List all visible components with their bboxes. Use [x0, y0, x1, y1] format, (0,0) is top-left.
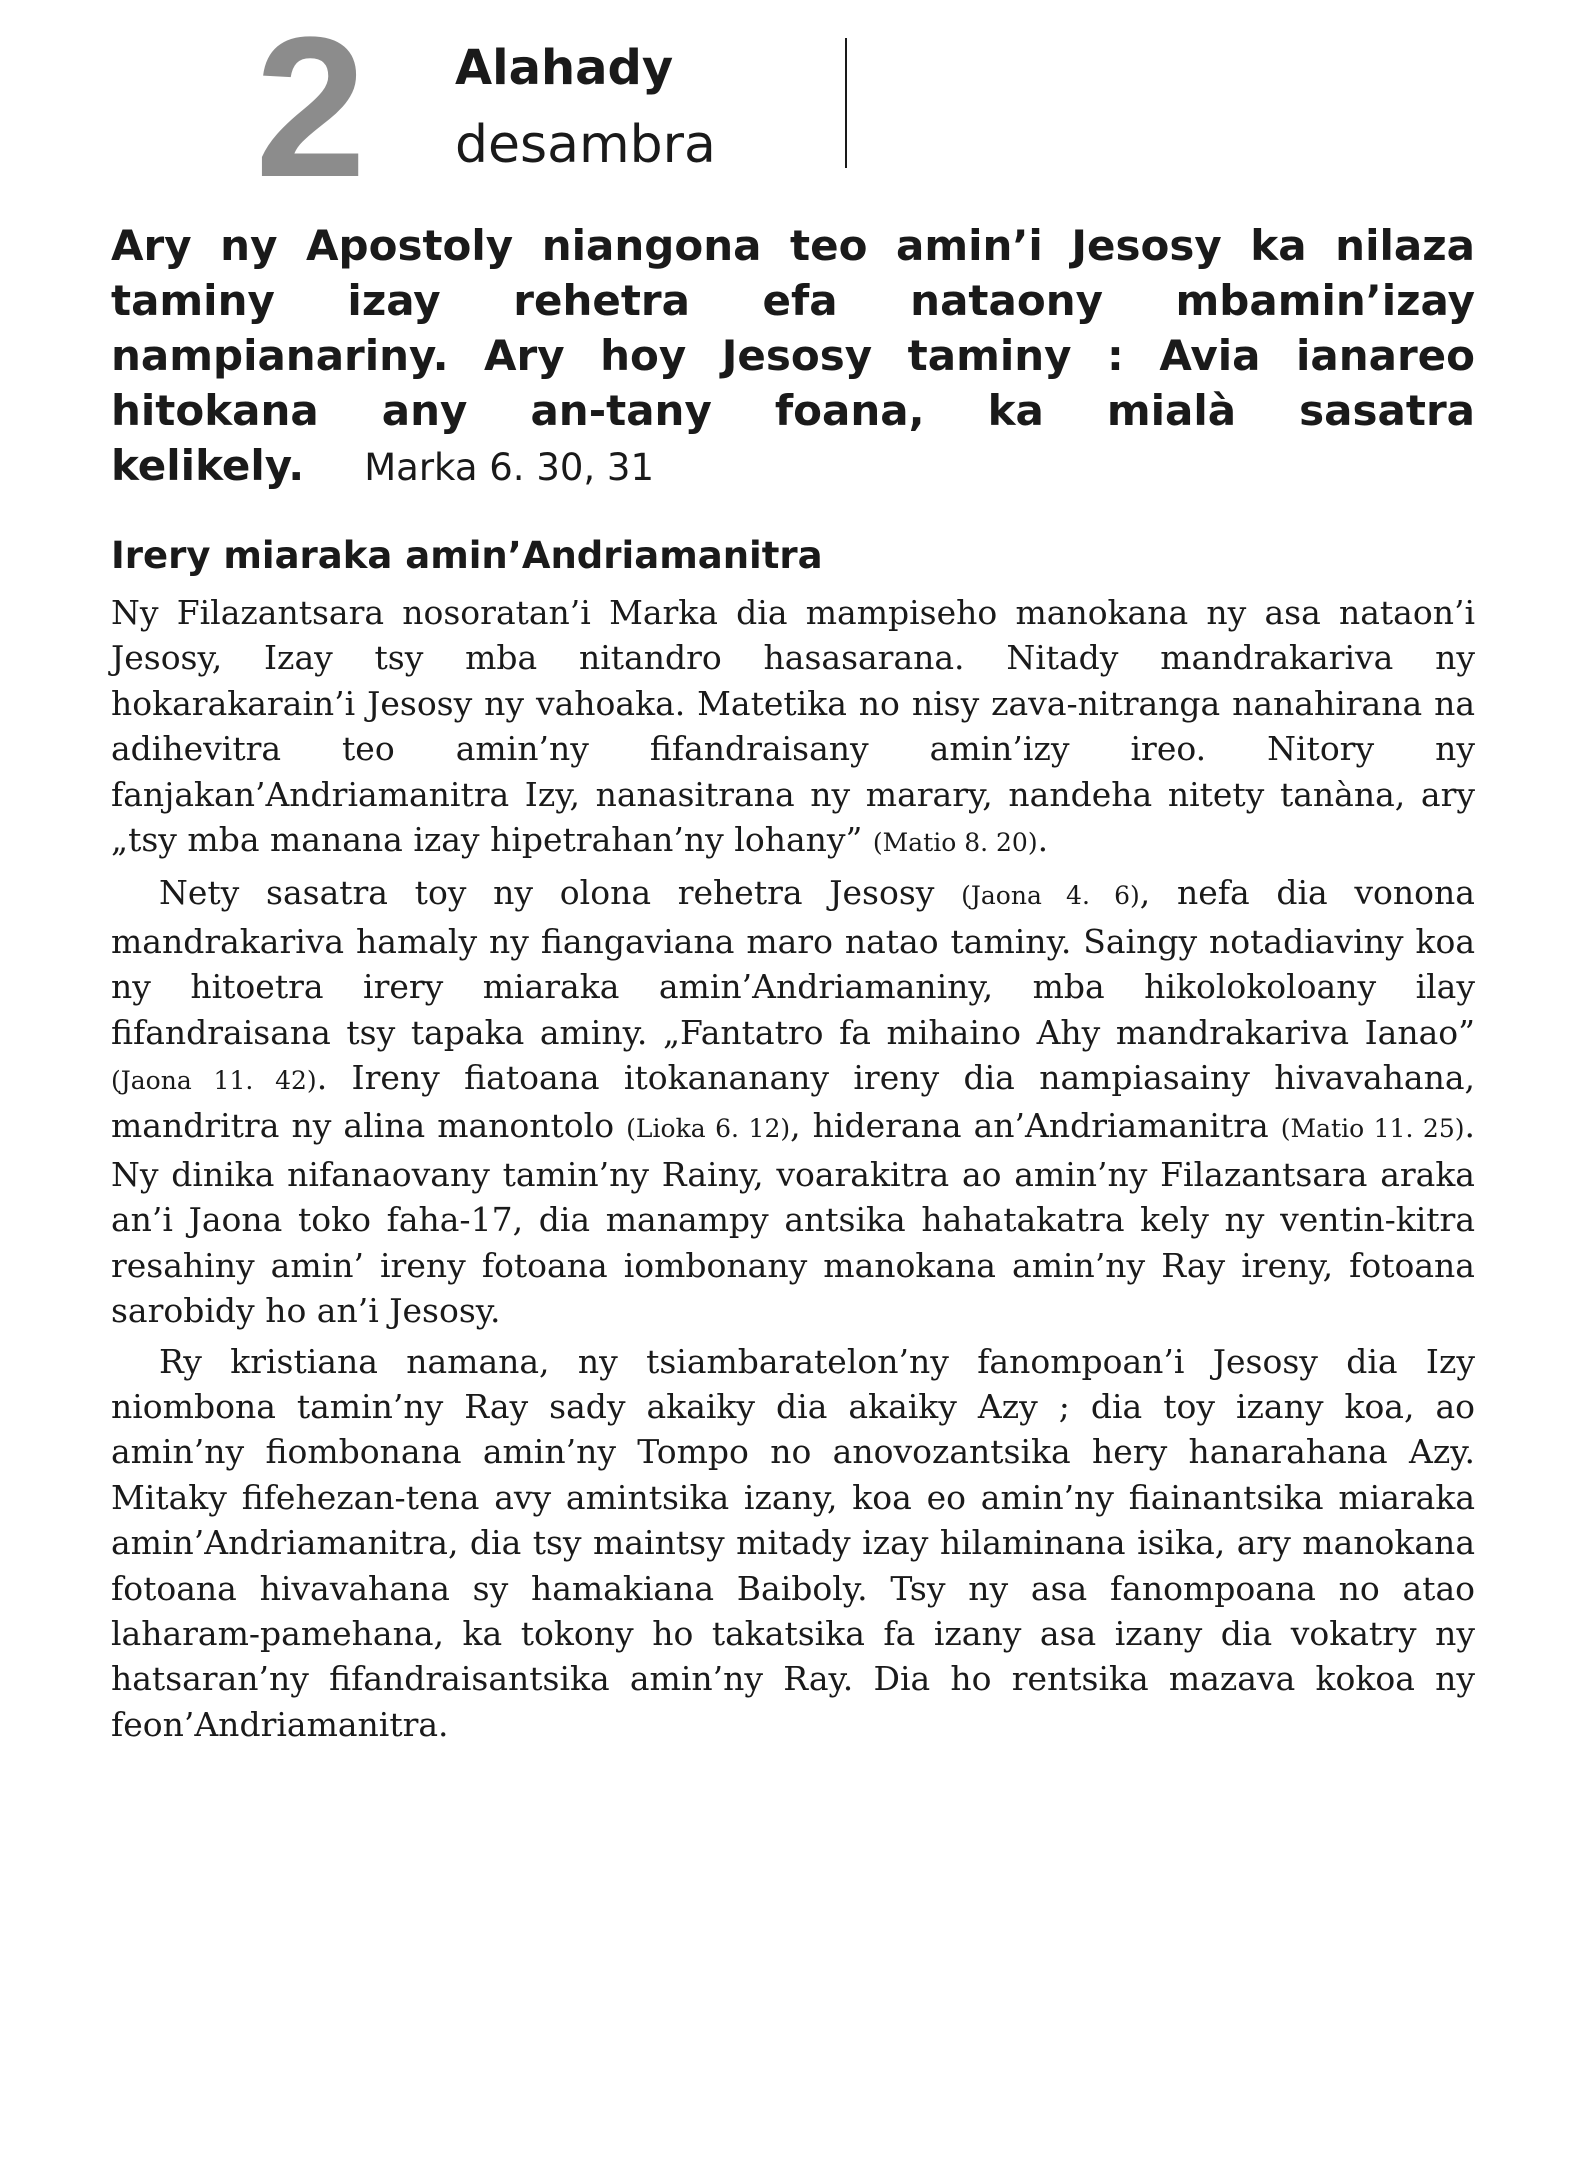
paragraph-2: [111, 870, 1475, 1333]
paragraph-1: [111, 590, 1475, 865]
paragraph-1-end: .: [1037, 820, 1049, 860]
day-number: 2: [255, 0, 363, 219]
scripture-ref: (Matio 8. 20): [872, 828, 1038, 858]
daily-verse: [111, 218, 1475, 495]
verse-text: Ary ny Apostoly niangona teo amin’i Jesosy ka nilaza taminy izay rehetra efa nataony mbamin’izay nampianariny. Ary hoy Jesosy taminy : Avia ianareo hitokana any an-tany foana, ka mialà sasatra kelikely.: [111, 221, 1475, 490]
paragraph-1-text: Ny Filazantsara nosoratan’i Marka dia mampiseho manokana ny asa nataon’i Jesosy, Izay tsy mba nitandro hasasarana. Nitady mandrakariva ny hokarakarain’i Jesosy ny vahoaka. Matetika no nisy zava-nitranga nanahirana na adihevitra teo amin’ny fifandraisany amin’izy ireo. Nitory ny fanjakan’Andriamanitra Izy, nanasitrana ny marary, nandeha nitety tanàna, ary „tsy mba manana izay hipetrahan’ny lohany”: [111, 593, 1475, 860]
paragraph-2-text-b: , nefa dia vonona mandrakariva hamaly ny fiangaviana maro natao taminy. Saingy notadiaviny koa ny hitoetra irery miaraka amin’Andriamaniny, mba hikolokoloany ilay fifandraisana tsy tapaka aminy. „Fantatro fa mihaino Ahy mandrakariva Ianao”: [111, 873, 1475, 1052]
paragraph-2-text-c: . Ireny fiatoana itokananany ireny dia nampiasainy hivavahana, mandritra ny alina manontolo: [111, 1058, 1475, 1146]
header-divider: [845, 38, 847, 168]
month-label: desambra: [455, 115, 716, 175]
devotional-body: [111, 590, 1475, 1752]
paragraph-2-text-d: , hiderana an’Andriamanitra: [790, 1106, 1281, 1146]
weekday-label: Alahady: [455, 40, 674, 96]
scripture-ref: (Jaona 11. 42): [111, 1066, 317, 1096]
verse-reference: Marka 6. 30, 31: [364, 446, 655, 489]
paragraph-3: Ry kristiana namana, ny tsiambaratelon’ny fanompoan’i Jesosy dia Izy niombona tamin’ny Ray sady akaiky dia akaiky Azy ; dia toy izany koa, ao amin’ny fiombonana amin’ny Tompo no anovozantsika hery hanarahana Azy. Mitaky fifehezan-tena avy amintsika izany, koa eo amin’ny fiainantsika miaraka amin’Andriamanitra, dia tsy maintsy mitady izay hilaminana isika, ary manokana fotoana hivavahana sy hamakiana Baiboly. Tsy ny asa fanompoana no atao laharam-pamehana, ka tokony ho takatsika fa izany asa izany dia vokatry ny hatsaran’ny fifandraisantsika amin’ny Ray. Dia ho rentsika mazava kokoa ny feon’Andriamanitra.: [111, 1341, 1475, 1744]
date-header: [0, 0, 1577, 219]
section-title: Irery miaraka amin’Andriamanitra: [111, 534, 823, 577]
paragraph-2-text-e: . Ny dinika nifanaovany tamin’ny Rainy, voarakitra ao amin’ny Filazantsara araka an’i Jaona toko faha-17, dia manampy antsika hahatakatra kely ny ventin-kitra resahiny amin’ ireny fotoana iombonany manokana amin’ny Ray ireny, fotoana sarobidy ho an’i Jesosy.: [111, 1106, 1475, 1331]
scripture-ref: (Lioka 6. 12): [626, 1114, 791, 1144]
scripture-ref: (Matio 11. 25): [1280, 1114, 1465, 1144]
scripture-ref: (Jaona 4. 6): [961, 881, 1140, 911]
paragraph-2-text-a: Nety sasatra toy ny olona rehetra Jesosy: [159, 873, 962, 913]
